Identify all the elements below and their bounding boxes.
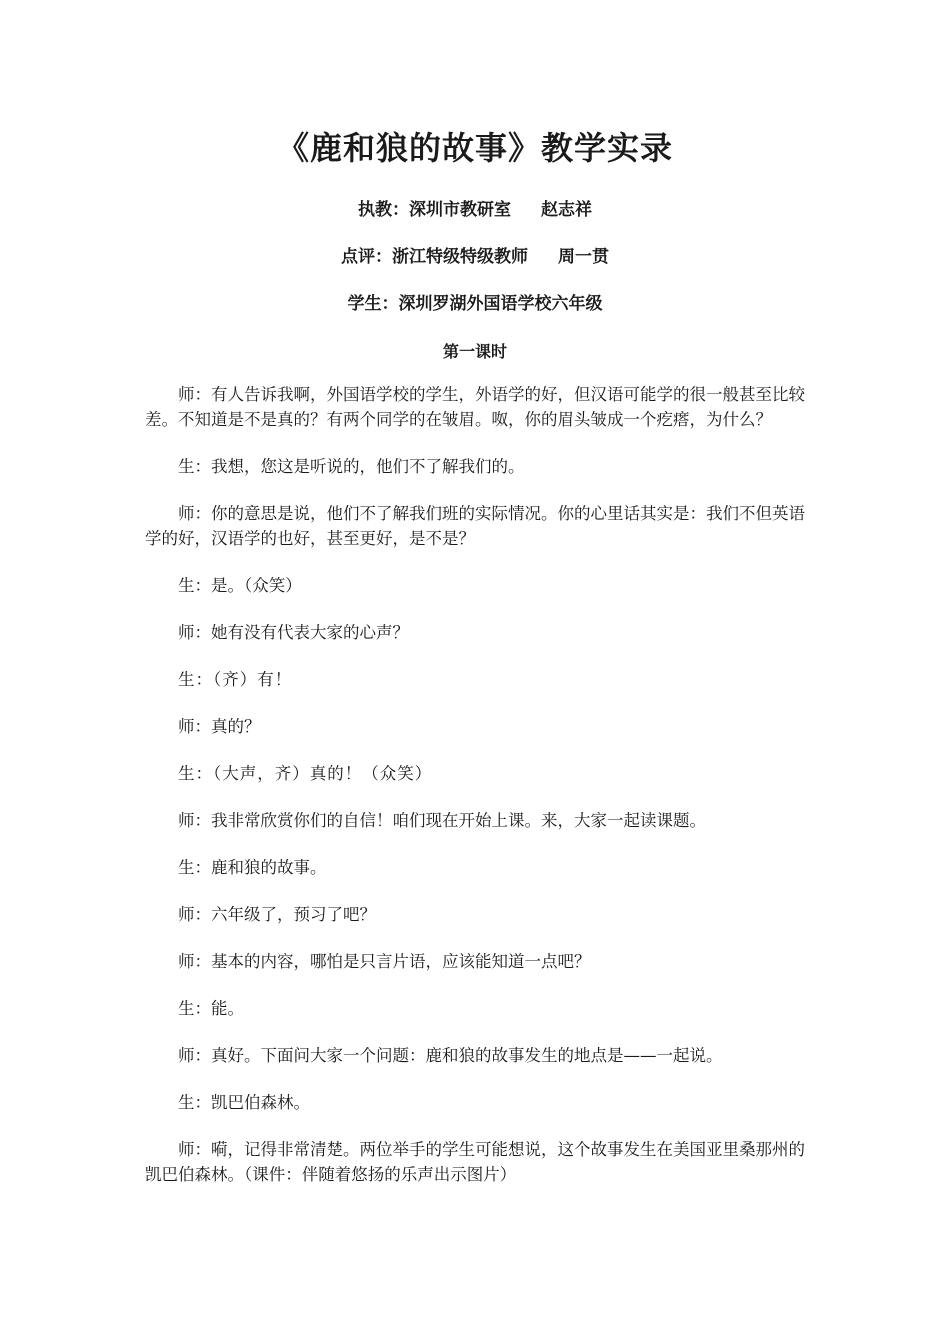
paragraph: 师：有人告诉我啊，外国语学校的学生，外语学的好，但汉语可能学的很一般甚至比较差。不知道是不是真的？有两个同学的在皱眉。呶，你的眉头皱成一个疙瘩，为什么？ — [145, 385, 805, 429]
paragraph: 师：六年级了，预习了吧？ — [178, 905, 376, 924]
paragraph: 师：你的意思是说，他们不了解我们班的实际情况。你的心里话其实是：我们不但英语学的好，汉语学的也好，甚至更好，是不是？ — [145, 504, 805, 548]
paragraph: 生：（大声，齐）真的！（众笑） — [178, 764, 433, 783]
students-line: 学生：深圳罗湖外国语学校六年级 — [347, 294, 603, 314]
paragraph: 师：真好。下面问大家一个问题：鹿和狼的故事发生的地点是——一起说。 — [178, 1046, 723, 1065]
reviewer-name: 周一贯 — [558, 247, 609, 267]
paragraph: 师：她有没有代表大家的心声？ — [178, 623, 409, 642]
transcript-body — [145, 382, 807, 1209]
teacher-label: 执教：深圳市教研室 — [358, 200, 511, 220]
paragraph: 师：基本的内容，哪怕是只言片语，应该能知道一点吧？ — [178, 952, 591, 971]
paragraph: 师：我非常欣赏你们的自信！咱们现在开始上课。来，大家一起读课题。 — [178, 811, 706, 830]
reviewer-label: 点评：浙江特级特级教师 — [341, 247, 528, 267]
paragraph: 师：嗬，记得非常清楚。两位举手的学生可能想说，这个故事发生在美国亚里桑那州的凯巴伯森林。（课件：伴随着悠扬的乐声出示图片） — [145, 1140, 805, 1184]
paragraph: 生：我想，您这是听说的，他们不了解我们的。 — [178, 457, 525, 476]
paragraph: 生：是。（众笑） — [178, 576, 302, 595]
teacher-name: 赵志祥 — [541, 200, 592, 220]
document-title: 《鹿和狼的故事》教学实录 — [276, 129, 673, 167]
paragraph: 生：凯巴伯森林。 — [178, 1093, 310, 1112]
reviewer-line — [0, 245, 950, 269]
paragraph: 生：（齐）有！ — [178, 670, 293, 689]
paragraph: 生：鹿和狼的故事。 — [178, 858, 327, 877]
teacher-line — [0, 198, 950, 222]
paragraph: 生：能。 — [178, 999, 244, 1018]
paragraph: 师：真的？ — [178, 717, 261, 736]
section-title: 第一课时 — [442, 342, 507, 361]
